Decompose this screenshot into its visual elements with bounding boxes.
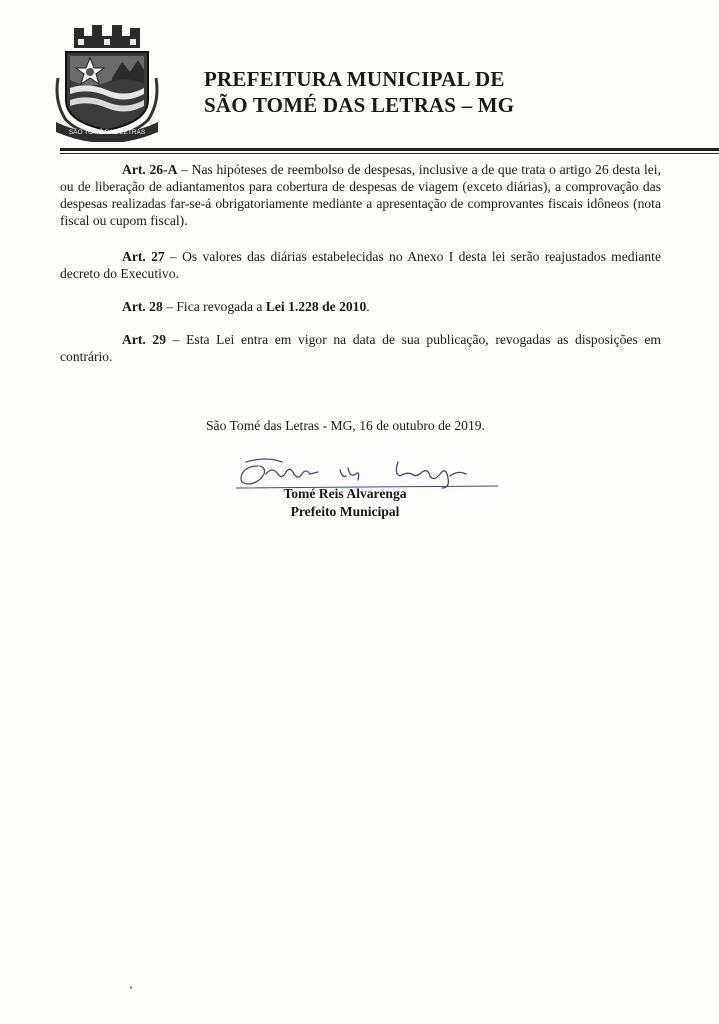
header-divider-thick <box>60 148 719 151</box>
signer-name: Tomé Reis Alvarenga <box>283 486 407 501</box>
signer-title: Prefeito Municipal <box>290 504 400 519</box>
article-29 <box>60 331 661 365</box>
article-28 <box>60 298 661 315</box>
header-title-line1: PREFEITURA MUNICIPAL DE <box>204 67 505 91</box>
article-label: Art. 26-A <box>122 162 178 177</box>
article-label: Art. 27 <box>122 249 165 264</box>
article-body-end: . <box>366 299 370 314</box>
article-body: – Os valores das diárias estabelecidas no Anexo I desta lei serão reajustados mediante decreto do Executivo. <box>60 249 661 281</box>
article-body: – Nas hipóteses de reembolso de despesas, inclusive a de que trata o artigo 26 desta lei, ou de liberação de adiantamentos para cobertura de despesas de viagem (exceto diárias), a comprovação das despesas realizadas far-se-á obrigatoriamente mediante a apresentação de comprovantes fiscais idôneos (nota fiscal ou cupom fiscal). <box>60 162 661 228</box>
seal-ribbon-text: SÃO TOMÉ DAS LETRAS <box>68 129 146 136</box>
article-26a <box>60 161 661 229</box>
article-label: Art. 28 <box>122 299 163 314</box>
coat-of-arms-logo <box>52 22 162 142</box>
revoked-law-reference: Lei 1.228 de 2010 <box>265 299 367 314</box>
scan-speck <box>130 986 132 989</box>
header-divider-thin <box>60 153 719 154</box>
article-label: Art. 29 <box>122 332 167 347</box>
article-body: – Esta Lei entra em vigor na data de sua publicação, revogadas as disposições em contrário. <box>60 332 661 364</box>
signature-block <box>230 485 460 521</box>
header-title-line2: SÃO TOMÉ DAS LETRAS – MG <box>204 93 515 117</box>
date-location-line: São Tomé das Letras - MG, 16 de outubro de 2019. <box>206 418 485 433</box>
article-27 <box>60 248 661 282</box>
municipality-header <box>204 66 664 118</box>
article-body: – Fica revogada a <box>162 299 266 314</box>
